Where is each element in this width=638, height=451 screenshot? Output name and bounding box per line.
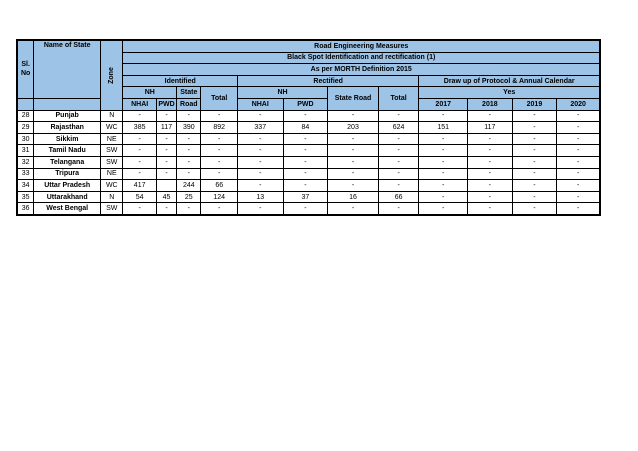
value-cell: -: [557, 180, 600, 192]
value-cell: 25: [177, 191, 201, 203]
value-cell: -: [237, 156, 283, 168]
value-cell: -: [201, 168, 237, 180]
value-cell: -: [123, 110, 156, 122]
value-cell: -: [237, 110, 283, 122]
value-cell: -: [378, 156, 419, 168]
value-cell: -: [201, 156, 237, 168]
value-cell: -: [419, 203, 468, 215]
value-cell: -: [419, 145, 468, 157]
identified-road-header: Road: [177, 98, 201, 110]
value-cell: -: [283, 110, 328, 122]
road-engineering-measures-header: Road Engineering Measures: [123, 41, 600, 53]
value-cell: -: [419, 133, 468, 145]
value-cell: -: [328, 145, 379, 157]
zone-cell: N: [101, 191, 123, 203]
table-row: [18, 191, 600, 203]
value-cell: -: [512, 145, 557, 157]
state-name-cell: Tamil Nadu: [34, 145, 101, 157]
value-cell: -: [123, 145, 156, 157]
draw-up-protocol-header: Draw up of Protocol & Annual Calendar: [419, 75, 600, 87]
table-header: [18, 41, 600, 111]
value-cell: -: [328, 110, 379, 122]
value-cell: -: [328, 180, 379, 192]
zone-cell: SW: [101, 145, 123, 157]
value-cell: 37: [283, 191, 328, 203]
state-name-cell: West Bengal: [34, 203, 101, 215]
sl-no-cell: 36: [18, 203, 34, 215]
value-cell: -: [419, 156, 468, 168]
value-cell: 117: [468, 122, 513, 134]
value-cell: -: [156, 203, 176, 215]
value-cell: -: [468, 191, 513, 203]
value-cell: -: [156, 133, 176, 145]
sl-no-cell: 29: [18, 122, 34, 134]
value-cell: 16: [328, 191, 379, 203]
value-cell: -: [328, 203, 379, 215]
year-2017-header: 2017: [419, 98, 468, 110]
value-cell: -: [378, 168, 419, 180]
value-cell: -: [177, 168, 201, 180]
year-2020-header: 2020: [557, 98, 600, 110]
state-name-cell: Uttar Pradesh: [34, 180, 101, 192]
value-cell: 66: [201, 180, 237, 192]
identified-nhai-header: NHAI: [123, 98, 156, 110]
value-cell: -: [177, 203, 201, 215]
table-row: [18, 203, 600, 215]
identified-pwd-header: PWD: [156, 98, 176, 110]
value-cell: 13: [237, 191, 283, 203]
value-cell: -: [378, 145, 419, 157]
table-row: [18, 145, 600, 157]
sl-no-cell: 35: [18, 191, 34, 203]
rectified-nh-header: NH: [237, 87, 327, 99]
value-cell: -: [156, 168, 176, 180]
value-cell: 151: [419, 122, 468, 134]
value-cell: -: [328, 156, 379, 168]
sl-no-cell: 32: [18, 156, 34, 168]
value-cell: -: [468, 110, 513, 122]
value-cell: -: [419, 191, 468, 203]
value-cell: -: [237, 133, 283, 145]
value-cell: -: [512, 133, 557, 145]
identified-header: Identified: [123, 75, 238, 87]
value-cell: -: [156, 110, 176, 122]
value-cell: -: [512, 156, 557, 168]
value-cell: 337: [237, 122, 283, 134]
zone-cell: WC: [101, 180, 123, 192]
sl-no-header: Sl. No: [18, 41, 34, 99]
table-row: [18, 168, 600, 180]
value-cell: -: [468, 156, 513, 168]
road-engineering-table: [17, 40, 600, 215]
value-cell: -: [123, 156, 156, 168]
zone-cell: NE: [101, 133, 123, 145]
value-cell: -: [557, 133, 600, 145]
table-row: [18, 133, 600, 145]
value-cell: -: [557, 168, 600, 180]
value-cell: -: [557, 191, 600, 203]
value-cell: -: [378, 180, 419, 192]
value-cell: -: [557, 122, 600, 134]
value-cell: 203: [328, 122, 379, 134]
value-cell: -: [283, 156, 328, 168]
value-cell: -: [512, 191, 557, 203]
state-name-cell: Telangana: [34, 156, 101, 168]
value-cell: -: [123, 203, 156, 215]
value-cell: -: [283, 180, 328, 192]
value-cell: -: [378, 203, 419, 215]
rectified-state-road-header: State Road: [328, 87, 379, 110]
zone-cell: SW: [101, 203, 123, 215]
state-name-cell: Uttarakhand: [34, 191, 101, 203]
value-cell: -: [283, 133, 328, 145]
zone-cell: NE: [101, 168, 123, 180]
value-cell: 390: [177, 122, 201, 134]
rectified-pwd-header: PWD: [283, 98, 328, 110]
value-cell: -: [283, 203, 328, 215]
zone-header: Zone: [101, 41, 123, 111]
value-cell: 84: [283, 122, 328, 134]
value-cell: -: [177, 156, 201, 168]
value-cell: 417: [123, 180, 156, 192]
value-cell: -: [557, 156, 600, 168]
value-cell: -: [237, 180, 283, 192]
value-cell: -: [237, 168, 283, 180]
value-cell: -: [468, 203, 513, 215]
value-cell: 117: [156, 122, 176, 134]
value-cell: -: [512, 168, 557, 180]
value-cell: -: [512, 203, 557, 215]
value-cell: -: [283, 145, 328, 157]
value-cell: -: [156, 156, 176, 168]
sl-no-cell: 31: [18, 145, 34, 157]
value-cell: -: [123, 133, 156, 145]
value-cell: 124: [201, 191, 237, 203]
value-cell: -: [419, 180, 468, 192]
value-cell: -: [468, 180, 513, 192]
zone-cell: WC: [101, 122, 123, 134]
rectified-header: Rectified: [237, 75, 418, 87]
value-cell: [156, 180, 176, 192]
value-cell: 244: [177, 180, 201, 192]
value-cell: -: [557, 110, 600, 122]
zone-cell: N: [101, 110, 123, 122]
value-cell: -: [201, 203, 237, 215]
value-cell: 624: [378, 122, 419, 134]
year-2019-header: 2019: [512, 98, 557, 110]
state-name-blank-header: [34, 98, 101, 110]
sl-no-cell: 28: [18, 110, 34, 122]
value-cell: -: [177, 133, 201, 145]
identified-total-header: Total: [201, 87, 237, 110]
sl-no-cell: 30: [18, 133, 34, 145]
identified-state-header: State: [177, 87, 201, 99]
morth-definition-header: As per MORTH Definition 2015: [123, 64, 600, 76]
value-cell: -: [177, 110, 201, 122]
table-row: [18, 110, 600, 122]
sl-no-cell: 33: [18, 168, 34, 180]
value-cell: -: [468, 145, 513, 157]
value-cell: -: [468, 133, 513, 145]
value-cell: -: [328, 168, 379, 180]
value-cell: -: [378, 110, 419, 122]
year-2018-header: 2018: [468, 98, 513, 110]
zone-cell: SW: [101, 156, 123, 168]
state-name-cell: Tripura: [34, 168, 101, 180]
value-cell: -: [512, 122, 557, 134]
value-cell: -: [283, 168, 328, 180]
state-name-cell: Punjab: [34, 110, 101, 122]
state-name-cell: Rajasthan: [34, 122, 101, 134]
value-cell: -: [237, 145, 283, 157]
value-cell: 385: [123, 122, 156, 134]
value-cell: -: [419, 110, 468, 122]
black-spot-header: Black Spot Identification and rectification (1): [123, 52, 600, 64]
value-cell: -: [156, 145, 176, 157]
sl-no-blank-header: [18, 98, 34, 110]
value-cell: -: [378, 133, 419, 145]
table-row: [18, 122, 600, 134]
value-cell: 54: [123, 191, 156, 203]
value-cell: -: [201, 145, 237, 157]
yes-header: Yes: [419, 87, 600, 99]
value-cell: -: [201, 133, 237, 145]
identified-nh-header: NH: [123, 87, 177, 99]
value-cell: -: [419, 168, 468, 180]
value-cell: -: [237, 203, 283, 215]
value-cell: -: [512, 110, 557, 122]
value-cell: -: [328, 133, 379, 145]
table-row: [18, 156, 600, 168]
value-cell: 66: [378, 191, 419, 203]
sl-no-cell: 34: [18, 180, 34, 192]
rectified-nhai-header: NHAI: [237, 98, 283, 110]
value-cell: -: [557, 203, 600, 215]
value-cell: 45: [156, 191, 176, 203]
value-cell: 892: [201, 122, 237, 134]
rectified-total-header: Total: [378, 87, 419, 110]
value-cell: -: [123, 168, 156, 180]
value-cell: -: [177, 145, 201, 157]
value-cell: -: [557, 145, 600, 157]
value-cell: -: [468, 168, 513, 180]
name-of-state-header: Name of State: [34, 41, 101, 99]
state-name-cell: Sikkim: [34, 133, 101, 145]
table-body: [18, 110, 600, 214]
value-cell: -: [512, 180, 557, 192]
table-row: [18, 180, 600, 192]
value-cell: -: [201, 110, 237, 122]
